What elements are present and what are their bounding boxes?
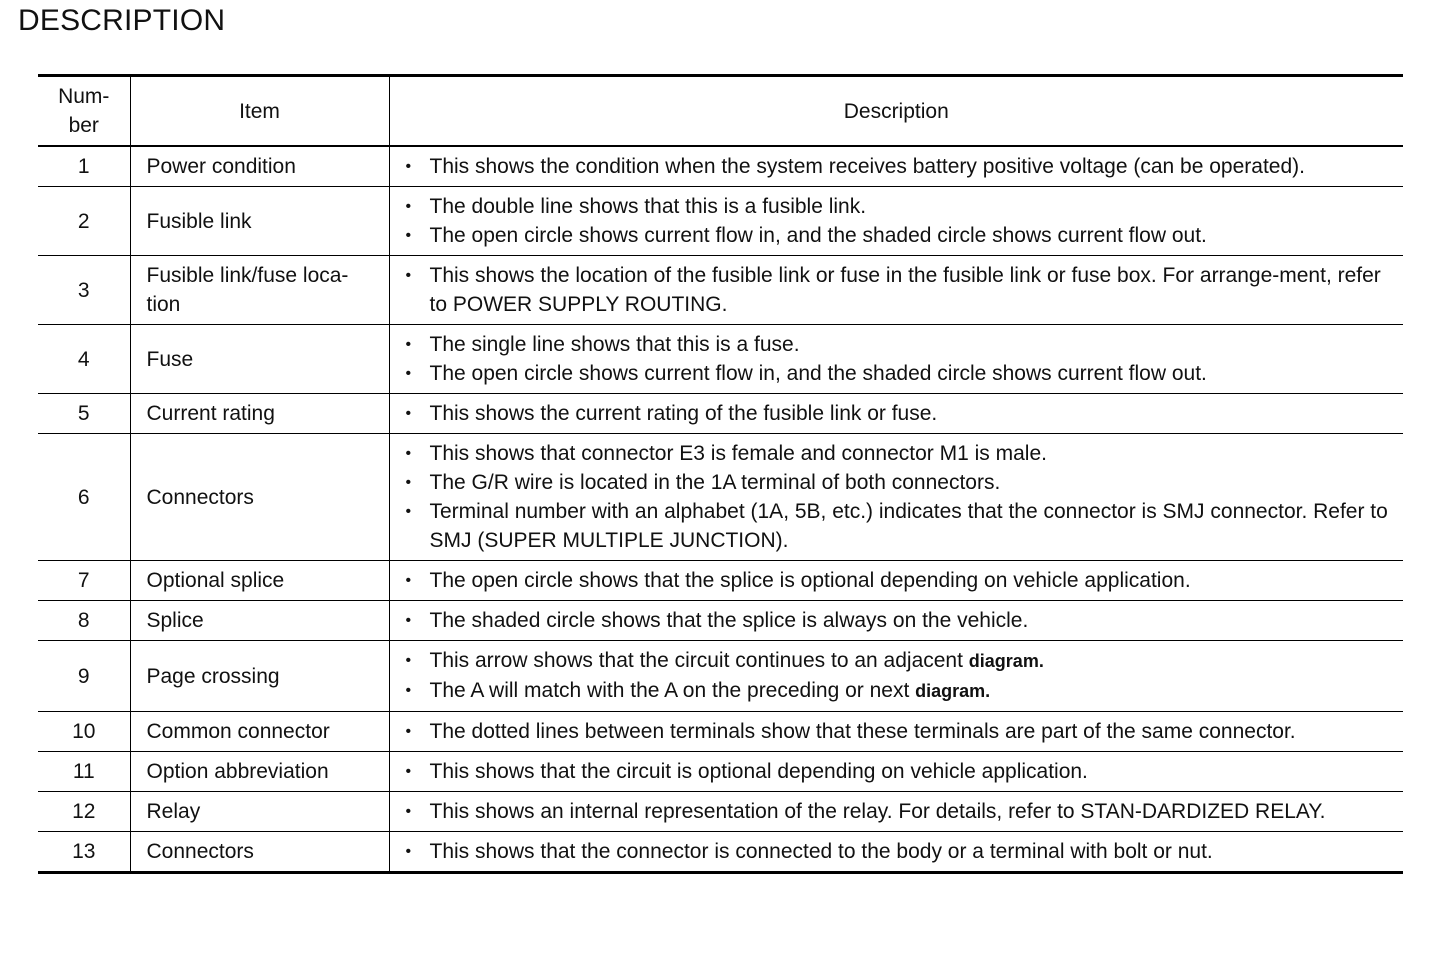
row-description xyxy=(389,792,1403,832)
description-bullets xyxy=(404,261,1398,319)
row-number: 6 xyxy=(38,434,130,561)
table-header-row xyxy=(38,76,1403,147)
row-number: 7 xyxy=(38,561,130,601)
description-table xyxy=(38,74,1403,874)
row-item: Fusible link xyxy=(130,187,389,256)
description-bullets xyxy=(404,717,1398,746)
bullet-text: The A will match with the A on the preceding or next xyxy=(429,679,910,702)
description-bullets xyxy=(404,566,1398,595)
row-description xyxy=(389,832,1403,873)
bullet-small-text: diagram. xyxy=(968,651,1044,671)
page-title: DESCRIPTION xyxy=(18,4,226,37)
description-bullet: • The single line shows that this is a fuse. xyxy=(404,330,1398,359)
description-bullets xyxy=(404,606,1398,635)
table-row xyxy=(38,601,1403,641)
row-description xyxy=(389,561,1403,601)
table-row xyxy=(38,792,1403,832)
description-bullets xyxy=(404,757,1398,786)
description-bullet: • The dotted lines between terminals show that these terminals are part of the same connector. xyxy=(404,717,1398,746)
row-description xyxy=(389,325,1403,394)
description-bullet: • The G/R wire is located in the 1A terminal of both connectors. xyxy=(404,468,1398,497)
description-bullet: • This shows the current rating of the fusible link or fuse. xyxy=(404,399,1398,428)
row-item: Common connector xyxy=(130,712,389,752)
table-row xyxy=(38,561,1403,601)
row-item: Power condition xyxy=(130,146,389,187)
table-row xyxy=(38,434,1403,561)
description-bullet: • This shows an internal representation of the relay. For details, refer to STAN-DARDIZED RELAY. xyxy=(404,797,1398,826)
description-bullet: • The shaded circle shows that the splice is always on the vehicle. xyxy=(404,606,1398,635)
description-bullet xyxy=(404,646,1398,676)
row-description xyxy=(389,601,1403,641)
row-number: 5 xyxy=(38,394,130,434)
row-description xyxy=(389,641,1403,712)
row-description xyxy=(389,434,1403,561)
table-row xyxy=(38,641,1403,712)
row-number: 1 xyxy=(38,146,130,187)
description-bullets xyxy=(404,399,1398,428)
description-bullets xyxy=(404,439,1398,555)
header-number xyxy=(38,76,130,147)
description-bullets xyxy=(404,797,1398,826)
table-row xyxy=(38,325,1403,394)
description-bullet: • The open circle shows current flow in, and the shaded circle shows current flow out. xyxy=(404,221,1398,250)
table-row xyxy=(38,394,1403,434)
row-number: 10 xyxy=(38,712,130,752)
bullet-text: This arrow shows that the circuit continues to an adjacent xyxy=(429,649,963,672)
header-number-line1: Num- xyxy=(58,85,110,108)
row-number: 4 xyxy=(38,325,130,394)
row-number: 8 xyxy=(38,601,130,641)
bullet-small-text: diagram. xyxy=(915,681,991,701)
table-row xyxy=(38,256,1403,325)
row-number: 13 xyxy=(38,832,130,873)
row-item: Fuse xyxy=(130,325,389,394)
header-item: Item xyxy=(130,76,389,147)
description-bullet: • This shows that the connector is connected to the body or a terminal with bolt or nut. xyxy=(404,837,1398,866)
table-row xyxy=(38,712,1403,752)
description-bullets xyxy=(404,192,1398,250)
table-row xyxy=(38,187,1403,256)
description-bullet: • The double line shows that this is a fusible link. xyxy=(404,192,1398,221)
header-number-line2: ber xyxy=(68,114,99,137)
row-description xyxy=(389,146,1403,187)
description-bullet: • The open circle shows that the splice is optional depending on vehicle application. xyxy=(404,566,1398,595)
row-description xyxy=(389,256,1403,325)
row-item: Page crossing xyxy=(130,641,389,712)
description-bullet: • This shows that connector E3 is female and connector M1 is male. xyxy=(404,439,1398,468)
row-description xyxy=(389,394,1403,434)
table-row xyxy=(38,832,1403,873)
description-bullets xyxy=(404,837,1398,866)
table-row xyxy=(38,146,1403,187)
description-bullet: • Terminal number with an alphabet (1A, 5B, etc.) indicates that the connector is SMJ connector. Refer to SMJ (SUPER MULTIPLE JUNCTION). xyxy=(404,497,1398,555)
row-item: Optional splice xyxy=(130,561,389,601)
table-row xyxy=(38,752,1403,792)
row-description xyxy=(389,752,1403,792)
description-bullet: • The open circle shows current flow in, and the shaded circle shows current flow out. xyxy=(404,359,1398,388)
row-description xyxy=(389,712,1403,752)
description-bullets xyxy=(404,330,1398,388)
description-bullet: • This shows the location of the fusible link or fuse in the fusible link or fuse box. For arrange-ment, refer to POWER SUPPLY ROUTING. xyxy=(404,261,1398,319)
row-number: 12 xyxy=(38,792,130,832)
row-description xyxy=(389,187,1403,256)
row-item: Fusible link/fuse loca-tion xyxy=(130,256,389,325)
row-number: 11 xyxy=(38,752,130,792)
row-item: Splice xyxy=(130,601,389,641)
row-item: Connectors xyxy=(130,832,389,873)
row-item: Option abbreviation xyxy=(130,752,389,792)
row-number: 9 xyxy=(38,641,130,712)
description-bullet: • This shows that the circuit is optional depending on vehicle application. xyxy=(404,757,1398,786)
row-item: Relay xyxy=(130,792,389,832)
row-item: Current rating xyxy=(130,394,389,434)
description-bullet xyxy=(404,676,1398,706)
description-bullets xyxy=(404,152,1398,181)
row-number: 3 xyxy=(38,256,130,325)
description-bullet: • This shows the condition when the system receives battery positive voltage (can be operated). xyxy=(404,152,1398,181)
row-number: 2 xyxy=(38,187,130,256)
header-description: Description xyxy=(389,76,1403,147)
description-bullets xyxy=(404,646,1398,706)
row-item: Connectors xyxy=(130,434,389,561)
